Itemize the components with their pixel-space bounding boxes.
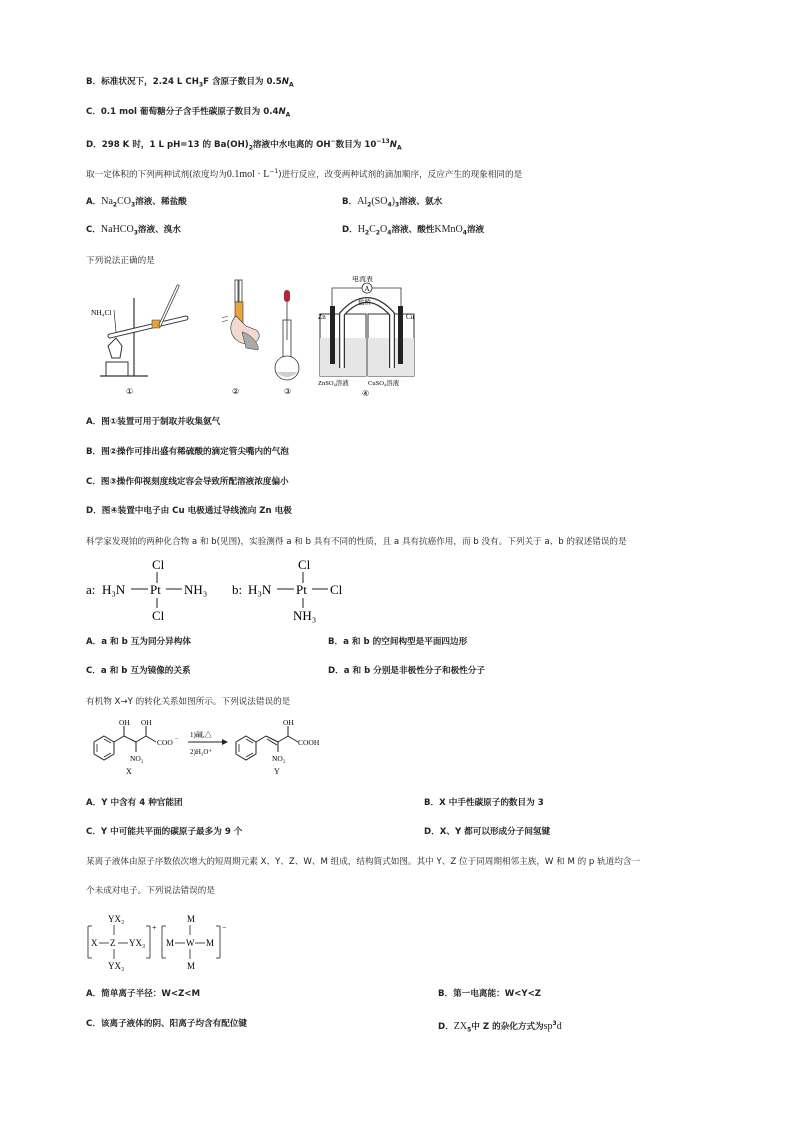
svg-text:M: M [166, 938, 175, 948]
figure-label-4: ④ [362, 389, 370, 398]
svg-text:Cl: Cl [298, 557, 311, 572]
q3-option-a: A．a 和 b 互为同分异构体 [86, 637, 191, 647]
anion-structure [162, 914, 227, 971]
svg-text:NH₃: NH₃ [184, 582, 208, 597]
svg-text:OH: OH [141, 718, 152, 727]
svg-text:YX₃: YX₃ [108, 914, 125, 924]
lab-apparatus-figure [86, 276, 416, 400]
q1-option-b: B．$Al_2(SO_4)_3$溶液、氨水 [342, 196, 443, 209]
svg-text:Pt: Pt [296, 582, 307, 597]
svg-text:M: M [187, 914, 196, 924]
svg-text:a:: a: [86, 582, 96, 597]
reaction-scheme-figure [86, 716, 356, 782]
q1-option-a: A．$Na_2CO_3$溶液、稀盐酸 [86, 196, 187, 209]
q1-stem: 取一定体积的下列两种试剂(浓度均为$0.1mol \cdot L^{-1}$)进行反应，改变两种试剂的滴加顺序，反应产生的现象相同的是 [86, 168, 523, 180]
svg-text:2)H₃O⁺: 2)H₃O⁺ [190, 748, 213, 756]
apparatus-4 [318, 276, 415, 398]
compound-b [232, 557, 343, 623]
svg-text:Cl: Cl [152, 608, 165, 623]
svg-text:OH: OH [283, 718, 294, 727]
svg-text:−: − [175, 736, 179, 742]
svg-text:Cl: Cl [330, 582, 343, 597]
reaction-arrow [188, 730, 228, 756]
q4-option-a: A．Y 中含有 4 种官能团 [86, 798, 183, 808]
svg-text:Cl: Cl [152, 557, 165, 572]
q5-stem-line1: 某离子液体由原子序数依次增大的短周期元素 X、Y、Z、W、M 组成，结构简式如图。其中 Y、Z 位于同周期相邻主族，W 和 M 的 p 轨道均含一 [86, 857, 641, 867]
compound-a [86, 557, 207, 623]
q3-stem: 科学家发现铂的两种化合物 a 和 b(见图)，实验测得 a 和 b 具有不同的性质，且 a 具有抗癌作用，而 b 没有。下列关于 a、b 的叙述错误的是 [86, 537, 627, 547]
svg-text:YX₃: YX₃ [108, 961, 125, 971]
svg-text:X: X [126, 767, 132, 776]
svg-text:H₃N: H₃N [248, 582, 272, 597]
q3-option-c: C．a 和 b 互为镜像的关系 [86, 666, 191, 676]
q3-option-d: D．a 和 b 分别是非极性分子和极性分子 [328, 666, 485, 676]
figure-label-2: ② [232, 387, 240, 396]
svg-text:YX₃: YX₃ [129, 938, 146, 948]
svg-text:Z: Z [110, 938, 116, 948]
figure-label-3: ③ [284, 387, 292, 396]
svg-text:M: M [187, 961, 196, 971]
q1-option-c: C．NaHCO$_3$溶液、溴水 [86, 224, 181, 237]
prev-option-d: D．298 K 时，1 L pH=13 的 $Ba(OH)_2$溶液中水电离的 OH−数目为 $10^{-13}N_A$ [86, 138, 402, 152]
figure-label-1: ① [126, 387, 134, 396]
cation-structure [88, 914, 157, 971]
q2-stem: 下列说法正确的是 [86, 256, 155, 266]
prev-option-b: B．标准状况下，2.24 L $CH_3F$ 含原子数目为 $0.5N_A$ [86, 77, 294, 89]
znso4-label: ZnSO₄溶液 [318, 380, 349, 387]
q5-stem-line2: 个未成对电子。下列说法错误的是 [86, 886, 215, 896]
apparatus-2 [222, 280, 259, 396]
apparatus-3 [275, 290, 299, 396]
svg-text:W: W [186, 938, 195, 948]
q1-option-d: D．$H_2C_2O_4$溶液、酸性KMnO$_4$溶液 [342, 224, 485, 237]
nh4cl-label: NH₄Cl [91, 308, 112, 317]
ammeter-symbol: A [364, 285, 370, 293]
apparatus-1 [91, 286, 186, 396]
svg-text:−: − [222, 923, 227, 932]
svg-text:1)碱,△: 1)碱,△ [190, 731, 212, 739]
q4-stem: 有机物 X→Y 的转化关系如图所示。下列说法错误的是 [86, 697, 291, 707]
q4-option-b: B．X 中手性碳原子的数目为 3 [424, 798, 544, 808]
compound-x [94, 718, 179, 776]
prev-option-c: C．0.1 mol 葡萄糖分子含手性碳原子数目为 $0.4N_A$ [86, 107, 291, 119]
q2-option-c: C．图③操作仰视刻度线定容会导致所配溶液浓度偏小 [86, 477, 289, 487]
compound-y [236, 718, 320, 776]
svg-text:COO: COO [157, 738, 173, 747]
q2-option-b: B．图②操作可排出盛有稀硫酸的滴定管尖嘴内的气泡 [86, 447, 289, 457]
svg-text:b:: b: [232, 582, 243, 597]
svg-text:H₃N: H₃N [102, 582, 126, 597]
zn-electrode-label: Zn [318, 313, 326, 321]
ammeter-label: 电流表 [352, 276, 373, 283]
cuso4-label: CuSO₄溶液 [368, 380, 400, 387]
q3-option-b: B．a 和 b 的空间构型是平面四边形 [328, 637, 468, 647]
q4-option-d: D．X、Y 都可以形成分子间氢键 [424, 827, 551, 837]
q5-option-c: C．该离子液体的阴、阳离子均含有配位键 [86, 1019, 247, 1029]
q5-option-b: B．第一电离能：W<Y<Z [438, 989, 542, 999]
platinum-compounds-figure [86, 556, 366, 624]
svg-text:COOH: COOH [298, 738, 320, 747]
svg-text:M: M [206, 938, 215, 948]
q5-option-d: D．$ZX_5$中 Z 的杂化方式为$sp^3d$ [438, 1020, 562, 1034]
cu-electrode-label: Cu [406, 313, 415, 321]
q2-option-d: D．图④装置中电子由 Cu 电极通过导线流向 Zn 电极 [86, 506, 292, 516]
q2-option-a: A．图①装置可用于制取并收集氨气 [86, 417, 221, 427]
svg-text:NO₂: NO₂ [272, 754, 286, 763]
svg-text:+: + [152, 923, 157, 932]
svg-text:Pt: Pt [150, 582, 161, 597]
q5-option-a: A．简单离子半径：W<Z<M [86, 989, 201, 999]
svg-text:NH₃: NH₃ [293, 608, 317, 623]
svg-text:OH: OH [119, 718, 130, 727]
ionic-liquid-structure-figure [86, 906, 246, 976]
salt-bridge-label: 盐桥 [358, 299, 371, 306]
svg-text:NO₂: NO₂ [130, 754, 144, 763]
q4-option-c: C．Y 中可能共平面的碳原子最多为 9 个 [86, 827, 243, 837]
svg-text:Y: Y [274, 767, 280, 776]
svg-text:X: X [91, 938, 98, 948]
